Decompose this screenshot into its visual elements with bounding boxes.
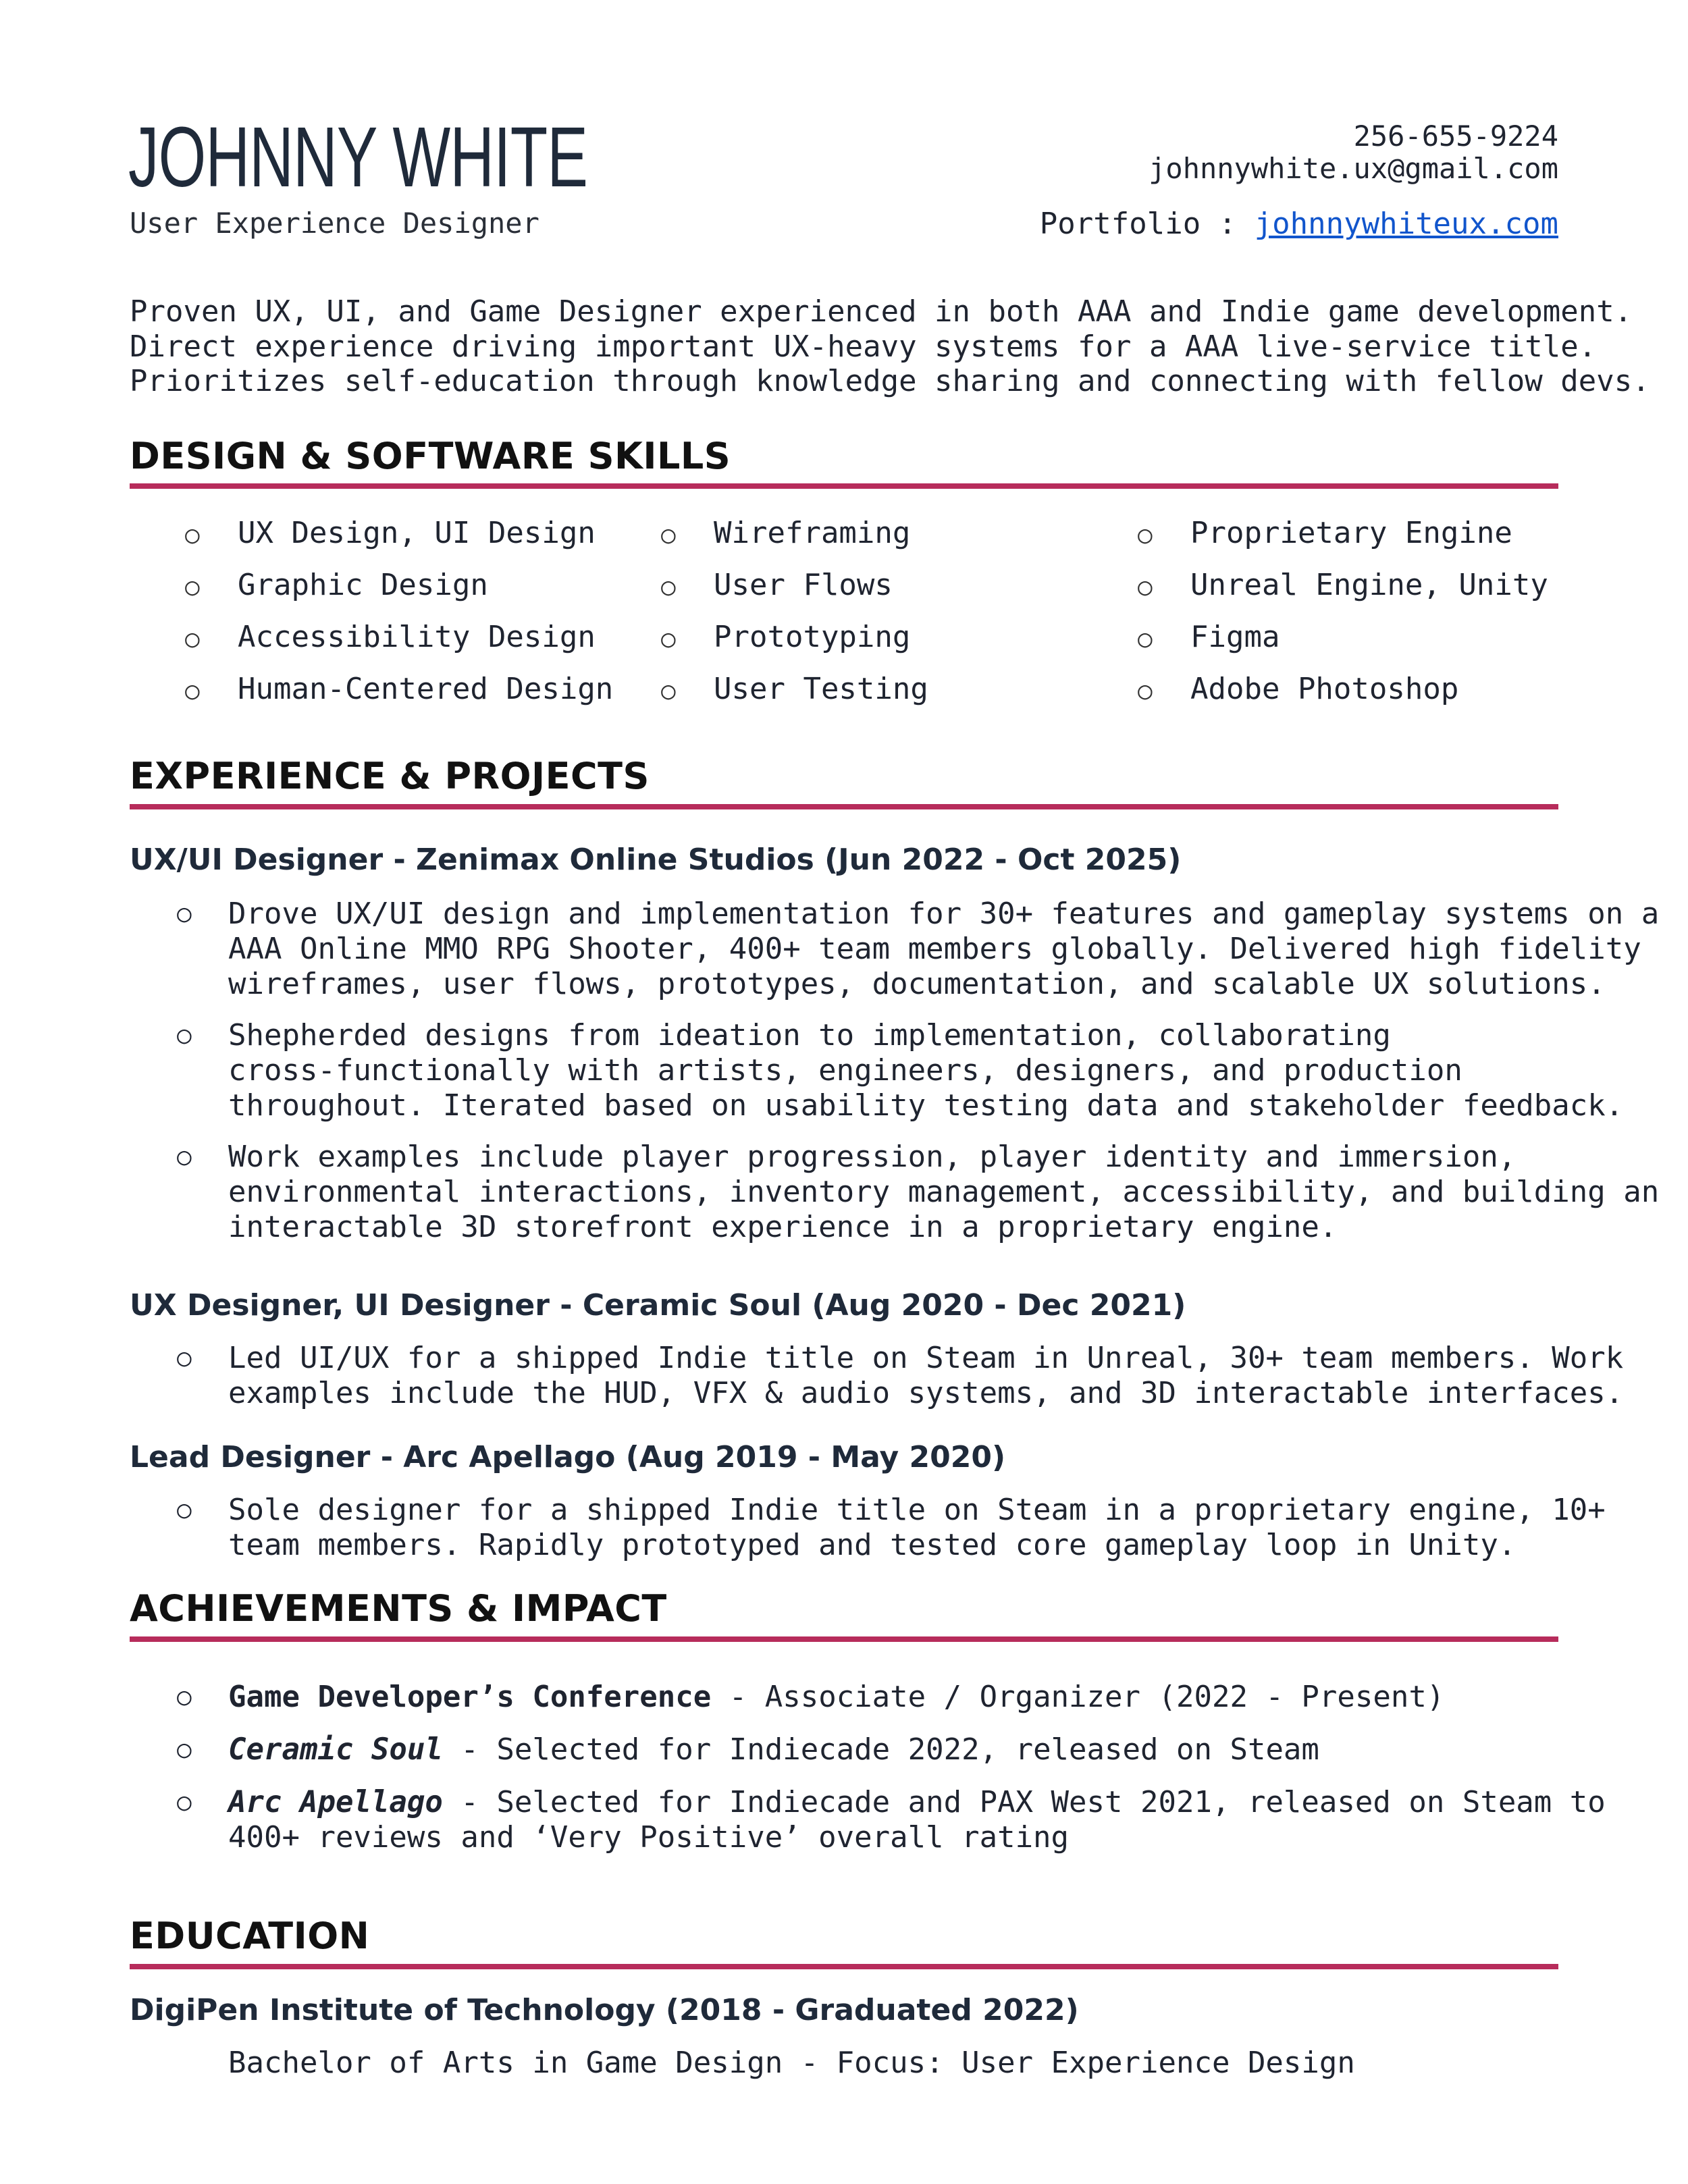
bullet-icon: ○ [185,625,200,653]
skill-item: ○ Accessibility Design [185,617,613,669]
education-degree: Bachelor of Arts in Game Design - Focus: User Experience Design [228,2046,1355,2080]
experience-bullet: ○ Drove UX/UI design and implementation for 30+ features and gameplay systems on a AAA Online MMO RPG Shooter, 400+ team members globally. Delivered high fidelity wireframes, user flows, prototypes, documentation, and scalable UX solutions. [177,897,1660,1001]
bullet-icon: ○ [661,521,676,549]
bullet-icon: ○ [1138,677,1153,705]
skills-column [661,513,928,721]
bullet-icon: ○ [185,521,200,549]
bullet-icon: ○ [177,1788,192,1816]
bullet-icon: ○ [1138,625,1153,653]
skill-item: ○ Human-Centered Design [185,669,613,721]
skill-item: ○ Unreal Engine, Unity [1138,565,1548,617]
bullet-icon: ○ [185,677,200,705]
skill-item: ○ User Testing [661,669,928,721]
summary [130,294,1650,399]
experience-title: UX Designer, UI Designer - Ceramic Soul (Aug 2020 - Dec 2021) [130,1288,1186,1323]
bullet-icon: ○ [661,677,676,705]
section-divider [130,1636,1558,1642]
portfolio-line [1040,207,1558,242]
experience-bullet: ○ Sole designer for a shipped Indie title on Steam in a proprietary engine, 10+ team members. Rapidly prototyped and tested core gameplay loop in Unity. [177,1493,1606,1562]
email-address: johnnywhite.ux@gmail.com [1149,152,1558,185]
skill-item: ○ UX Design, UI Design [185,513,613,565]
summary-line: Proven UX, UI, and Game Designer experienced in both AAA and Indie game development. [130,294,1633,329]
skill-item: ○ User Flows [661,565,928,617]
bullet-icon: ○ [177,1143,192,1171]
phone-number: 256-655-9224 [1353,119,1558,153]
summary-line: Prioritizes self-education through knowledge sharing and connecting with fellow devs. [130,364,1650,398]
skills-column [185,513,613,721]
summary-line: Direct experience driving important UX-heavy systems for a AAA live-service title. [130,329,1597,364]
skills-column [1138,513,1548,721]
experience-bullets [177,1493,1606,1563]
achievement-item: ○ Ceramic Soul - Selected for Indiecade 2022, released on Steam [177,1732,1319,1767]
skills-grid [130,513,1558,722]
experience-bullets [177,897,1660,1245]
experience-bullet: ○ Work examples include player progression, player identity and immersion, environmental interactions, inventory management, accessibility, and building an interactable 3D storefront experience in a proprietary engine. [177,1140,1660,1244]
portfolio-label: Portfolio : [1039,207,1255,241]
section-divider [130,804,1558,809]
section-heading-experience: EXPERIENCE & PROJECTS [130,755,650,797]
bullet-icon: ○ [1138,573,1153,601]
bullet-icon: ○ [1138,521,1153,549]
skill-item: ○ Wireframing [661,513,928,565]
achievements-list [177,1680,1606,1855]
bullet-icon: ○ [661,573,676,601]
skill-item: ○ Prototyping [661,617,928,669]
section-heading-education: EDUCATION [130,1915,370,1957]
section-divider [130,1964,1558,1969]
skill-item: ○ Graphic Design [185,565,613,617]
skill-item: ○ Adobe Photoshop [1138,669,1548,721]
bullet-icon: ○ [177,1021,192,1049]
experience-title: Lead Designer - Arc Apellago (Aug 2019 - May 2020) [130,1440,1006,1474]
experience-bullet: ○ Led UI/UX for a shipped Indie title on Steam in Unreal, 30+ team members. Work examples include the HUD, VFX & audio systems, and 3D interactable interfaces. [177,1341,1624,1410]
bullet-icon: ○ [177,1736,192,1763]
candidate-name: JOHNNY WHITE [128,109,588,205]
section-divider [130,483,1558,489]
experience-title: UX/UI Designer - Zenimax Online Studios (Jun 2022 - Oct 2025) [130,843,1182,877]
portfolio-link[interactable]: johnnywhiteux.com [1254,207,1558,241]
experience-bullets [177,1341,1624,1411]
bullet-icon: ○ [177,1496,192,1524]
bullet-icon: ○ [177,900,192,928]
section-heading-skills: DESIGN & SOFTWARE SKILLS [130,435,731,477]
skill-item: ○ Figma [1138,617,1548,669]
achievement-item: ○ Arc Apellago - Selected for Indiecade and PAX West 2021, released on Steam to 400+ reviews and ‘Very Positive’ overall rating [177,1785,1606,1855]
bullet-icon: ○ [185,573,200,601]
job-title-subtitle: User Experience Designer [130,207,539,240]
contact-block [1149,120,1558,185]
education-school: DigiPen Institute of Technology (2018 - Graduated 2022) [130,1993,1079,2027]
bullet-icon: ○ [177,1344,192,1372]
experience-bullet: ○ Shepherded designs from ideation to implementation, collaborating cross-functionally with artists, engineers, designers, and production throughout. Iterated based on usability testing data and stakeholder feedback. [177,1018,1624,1123]
bullet-icon: ○ [661,625,676,653]
bullet-icon: ○ [177,1683,192,1711]
section-heading-achievements: ACHIEVEMENTS & IMPACT [130,1587,667,1630]
achievement-item: ○ Game Developer’s Conference - Associate / Organizer (2022 - Present) [177,1680,1445,1714]
skill-item: ○ Proprietary Engine [1138,513,1548,565]
